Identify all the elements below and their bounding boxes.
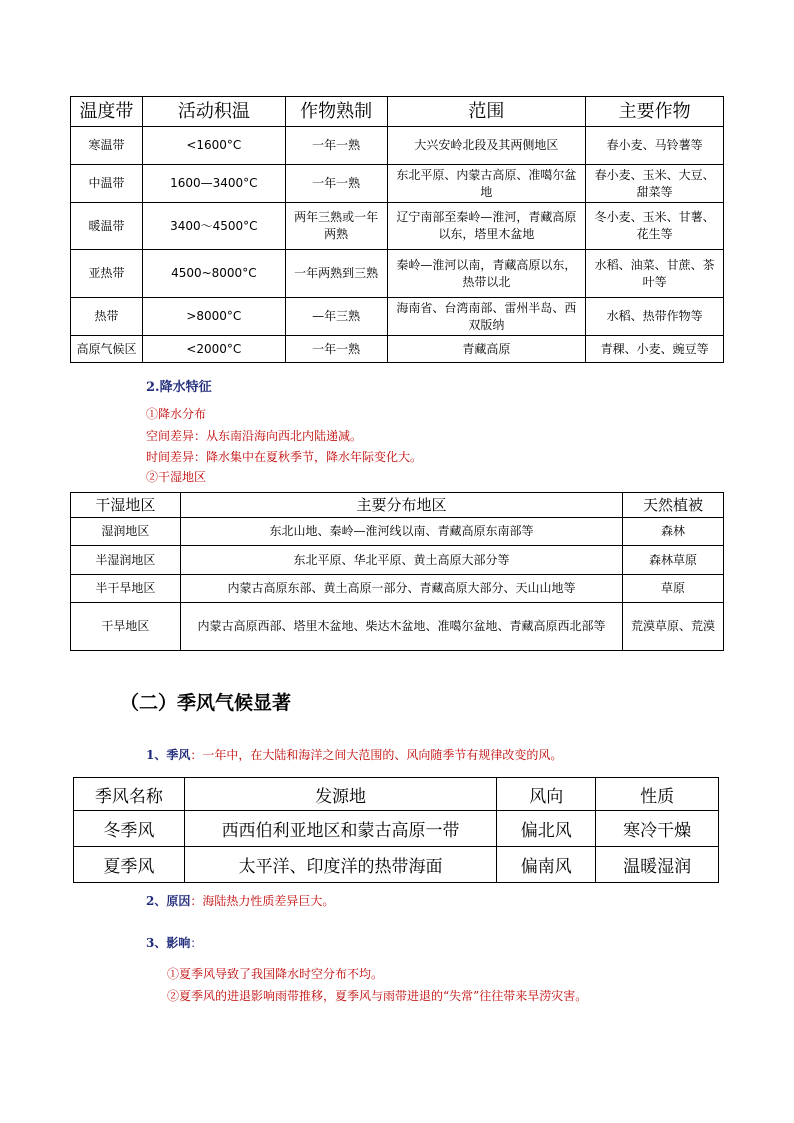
table-row xyxy=(74,847,719,883)
table-cell: 亚热带 xyxy=(71,250,143,298)
table-cell: 荒漠草原、荒漠 xyxy=(623,603,724,651)
effect-line xyxy=(146,934,202,951)
table-header-row xyxy=(71,493,724,518)
table-header-cell: 干湿地区 xyxy=(71,493,181,518)
table-cell: 内蒙古高原西部、塔里木盆地、柴达木盆地、准噶尔盆地、青藏高原西北部等 xyxy=(180,603,622,651)
table-cell: 3400～4500°C xyxy=(142,203,285,250)
table-header-cell: 发源地 xyxy=(184,778,496,811)
effect-label: 3、影响 xyxy=(146,936,191,950)
table-header-cell: 风向 xyxy=(497,778,596,811)
table-cell: 一年两熟到三熟 xyxy=(285,250,387,298)
table-header-cell: 温度带 xyxy=(71,97,143,127)
table-cell: —年三熟 xyxy=(285,298,387,336)
table-cell: 森林草原 xyxy=(623,546,724,575)
cause-text: ：海陆热力性质差异巨大。 xyxy=(190,894,335,908)
table-cell: 半干旱地区 xyxy=(71,575,181,603)
table-cell: 中温带 xyxy=(71,165,143,203)
table-cell: 温暖湿润 xyxy=(596,847,719,883)
precipitation-line: ②干湿地区 xyxy=(146,470,207,484)
table-cell: 湿润地区 xyxy=(71,518,181,546)
effect-item: ②夏季风的进退影响雨带推移，夏季风与雨带进退的“失常”往往带来旱涝灾害。 xyxy=(167,989,588,1003)
table-cell: 秦岭—淮河以南，青藏高原以东，热带以北 xyxy=(387,250,586,298)
table-cell: <1600°C xyxy=(142,127,285,165)
table-cell: 海南省、台湾南部、雷州半岛、西双版纳 xyxy=(387,298,586,336)
table-row xyxy=(71,336,724,363)
cause-label: 2、原因 xyxy=(146,894,191,908)
table-cell: 一年一熟 xyxy=(285,127,387,165)
precipitation-line: ①降水分布 xyxy=(146,407,207,421)
table-cell: 偏北风 xyxy=(497,811,596,847)
table-cell: 水稻、热带作物等 xyxy=(586,298,724,336)
table-cell: 青稞、小麦、豌豆等 xyxy=(586,336,724,363)
table-row xyxy=(71,127,724,165)
section-title: （二）季风气候显著 xyxy=(120,692,292,714)
table-cell: 两年三熟或一年两熟 xyxy=(285,203,387,250)
table-cell: >8000°C xyxy=(142,298,285,336)
effect-text: ： xyxy=(190,936,203,950)
cause-line xyxy=(146,892,334,909)
table-cell: 森林 xyxy=(623,518,724,546)
table-cell: 夏季风 xyxy=(74,847,185,883)
table-cell: 青藏高原 xyxy=(387,336,586,363)
precipitation-heading: 2.降水特征 xyxy=(146,380,212,395)
table-cell: 一年一熟 xyxy=(285,336,387,363)
table-cell: 偏南风 xyxy=(497,847,596,883)
monsoon-label: 1、季风 xyxy=(146,748,191,762)
table-cell: 热带 xyxy=(71,298,143,336)
table-cell: 西西伯利亚地区和蒙古高原一带 xyxy=(184,811,496,847)
table-row xyxy=(71,298,724,336)
table-cell: 半湿润地区 xyxy=(71,546,181,575)
table-cell: 冬季风 xyxy=(74,811,185,847)
table-cell: 大兴安岭北段及其两侧地区 xyxy=(387,127,586,165)
table-cell: 高原气候区 xyxy=(71,336,143,363)
table-row xyxy=(71,165,724,203)
table-cell: 内蒙古高原东部、黄土高原一部分、青藏高原大部分、天山山地等 xyxy=(180,575,622,603)
table-header-cell: 主要分布地区 xyxy=(180,493,622,518)
table-row xyxy=(71,518,724,546)
monsoon-definition xyxy=(146,746,562,763)
monsoon-text: ：一年中，在大陆和海洋之间大范围的、风向随季节有规律改变的风。 xyxy=(190,748,563,762)
effect-item: ①夏季风导致了我国降水时空分布不均。 xyxy=(167,967,384,981)
table-cell: 春小麦、马铃薯等 xyxy=(586,127,724,165)
dry-wet-region-table xyxy=(70,492,724,651)
monsoon-table xyxy=(73,777,719,883)
table-cell: 辽宁南部至秦岭—淮河，青藏高原以东，塔里木盆地 xyxy=(387,203,586,250)
table-header-cell: 主要作物 xyxy=(586,97,724,127)
table-header-row xyxy=(71,97,724,127)
table-cell: 暖温带 xyxy=(71,203,143,250)
table-row xyxy=(74,811,719,847)
table-cell: 东北山地、秦岭—淮河线以南、青藏高原东南部等 xyxy=(180,518,622,546)
table-cell: 干旱地区 xyxy=(71,603,181,651)
table-cell: 冬小麦、玉米、甘薯、花生等 xyxy=(586,203,724,250)
table-row xyxy=(71,603,724,651)
table-cell: 东北平原、华北平原、黄土高原大部分等 xyxy=(180,546,622,575)
table-header-cell: 范围 xyxy=(387,97,586,127)
table-row xyxy=(71,546,724,575)
table-cell: 水稻、油菜、甘蔗、茶叶等 xyxy=(586,250,724,298)
table-cell: 一年一熟 xyxy=(285,165,387,203)
table-cell: 太平洋、印度洋的热带海面 xyxy=(184,847,496,883)
temperature-zone-table xyxy=(70,96,724,363)
table-header-cell: 天然植被 xyxy=(623,493,724,518)
table-header-cell: 活动积温 xyxy=(142,97,285,127)
table-row xyxy=(71,575,724,603)
precipitation-line: 空间差异：从东南沿海向西北内陆递减。 xyxy=(146,429,363,443)
table-cell: 东北平原、内蒙古高原、准噶尔盆地 xyxy=(387,165,586,203)
precipitation-line: 时间差异：降水集中在夏秋季节，降水年际变化大。 xyxy=(146,450,423,464)
table-cell: 4500~8000°C xyxy=(142,250,285,298)
table-row xyxy=(71,250,724,298)
table-cell: 寒冷干燥 xyxy=(596,811,719,847)
table-cell: 草原 xyxy=(623,575,724,603)
table-cell: 1600—3400°C xyxy=(142,165,285,203)
table-cell: <2000°C xyxy=(142,336,285,363)
table-cell: 寒温带 xyxy=(71,127,143,165)
table-header-cell: 作物熟制 xyxy=(285,97,387,127)
table-header-row xyxy=(74,778,719,811)
table-header-cell: 性质 xyxy=(596,778,719,811)
table-row xyxy=(71,203,724,250)
table-header-cell: 季风名称 xyxy=(74,778,185,811)
table-cell: 春小麦、玉米、大豆、甜菜等 xyxy=(586,165,724,203)
